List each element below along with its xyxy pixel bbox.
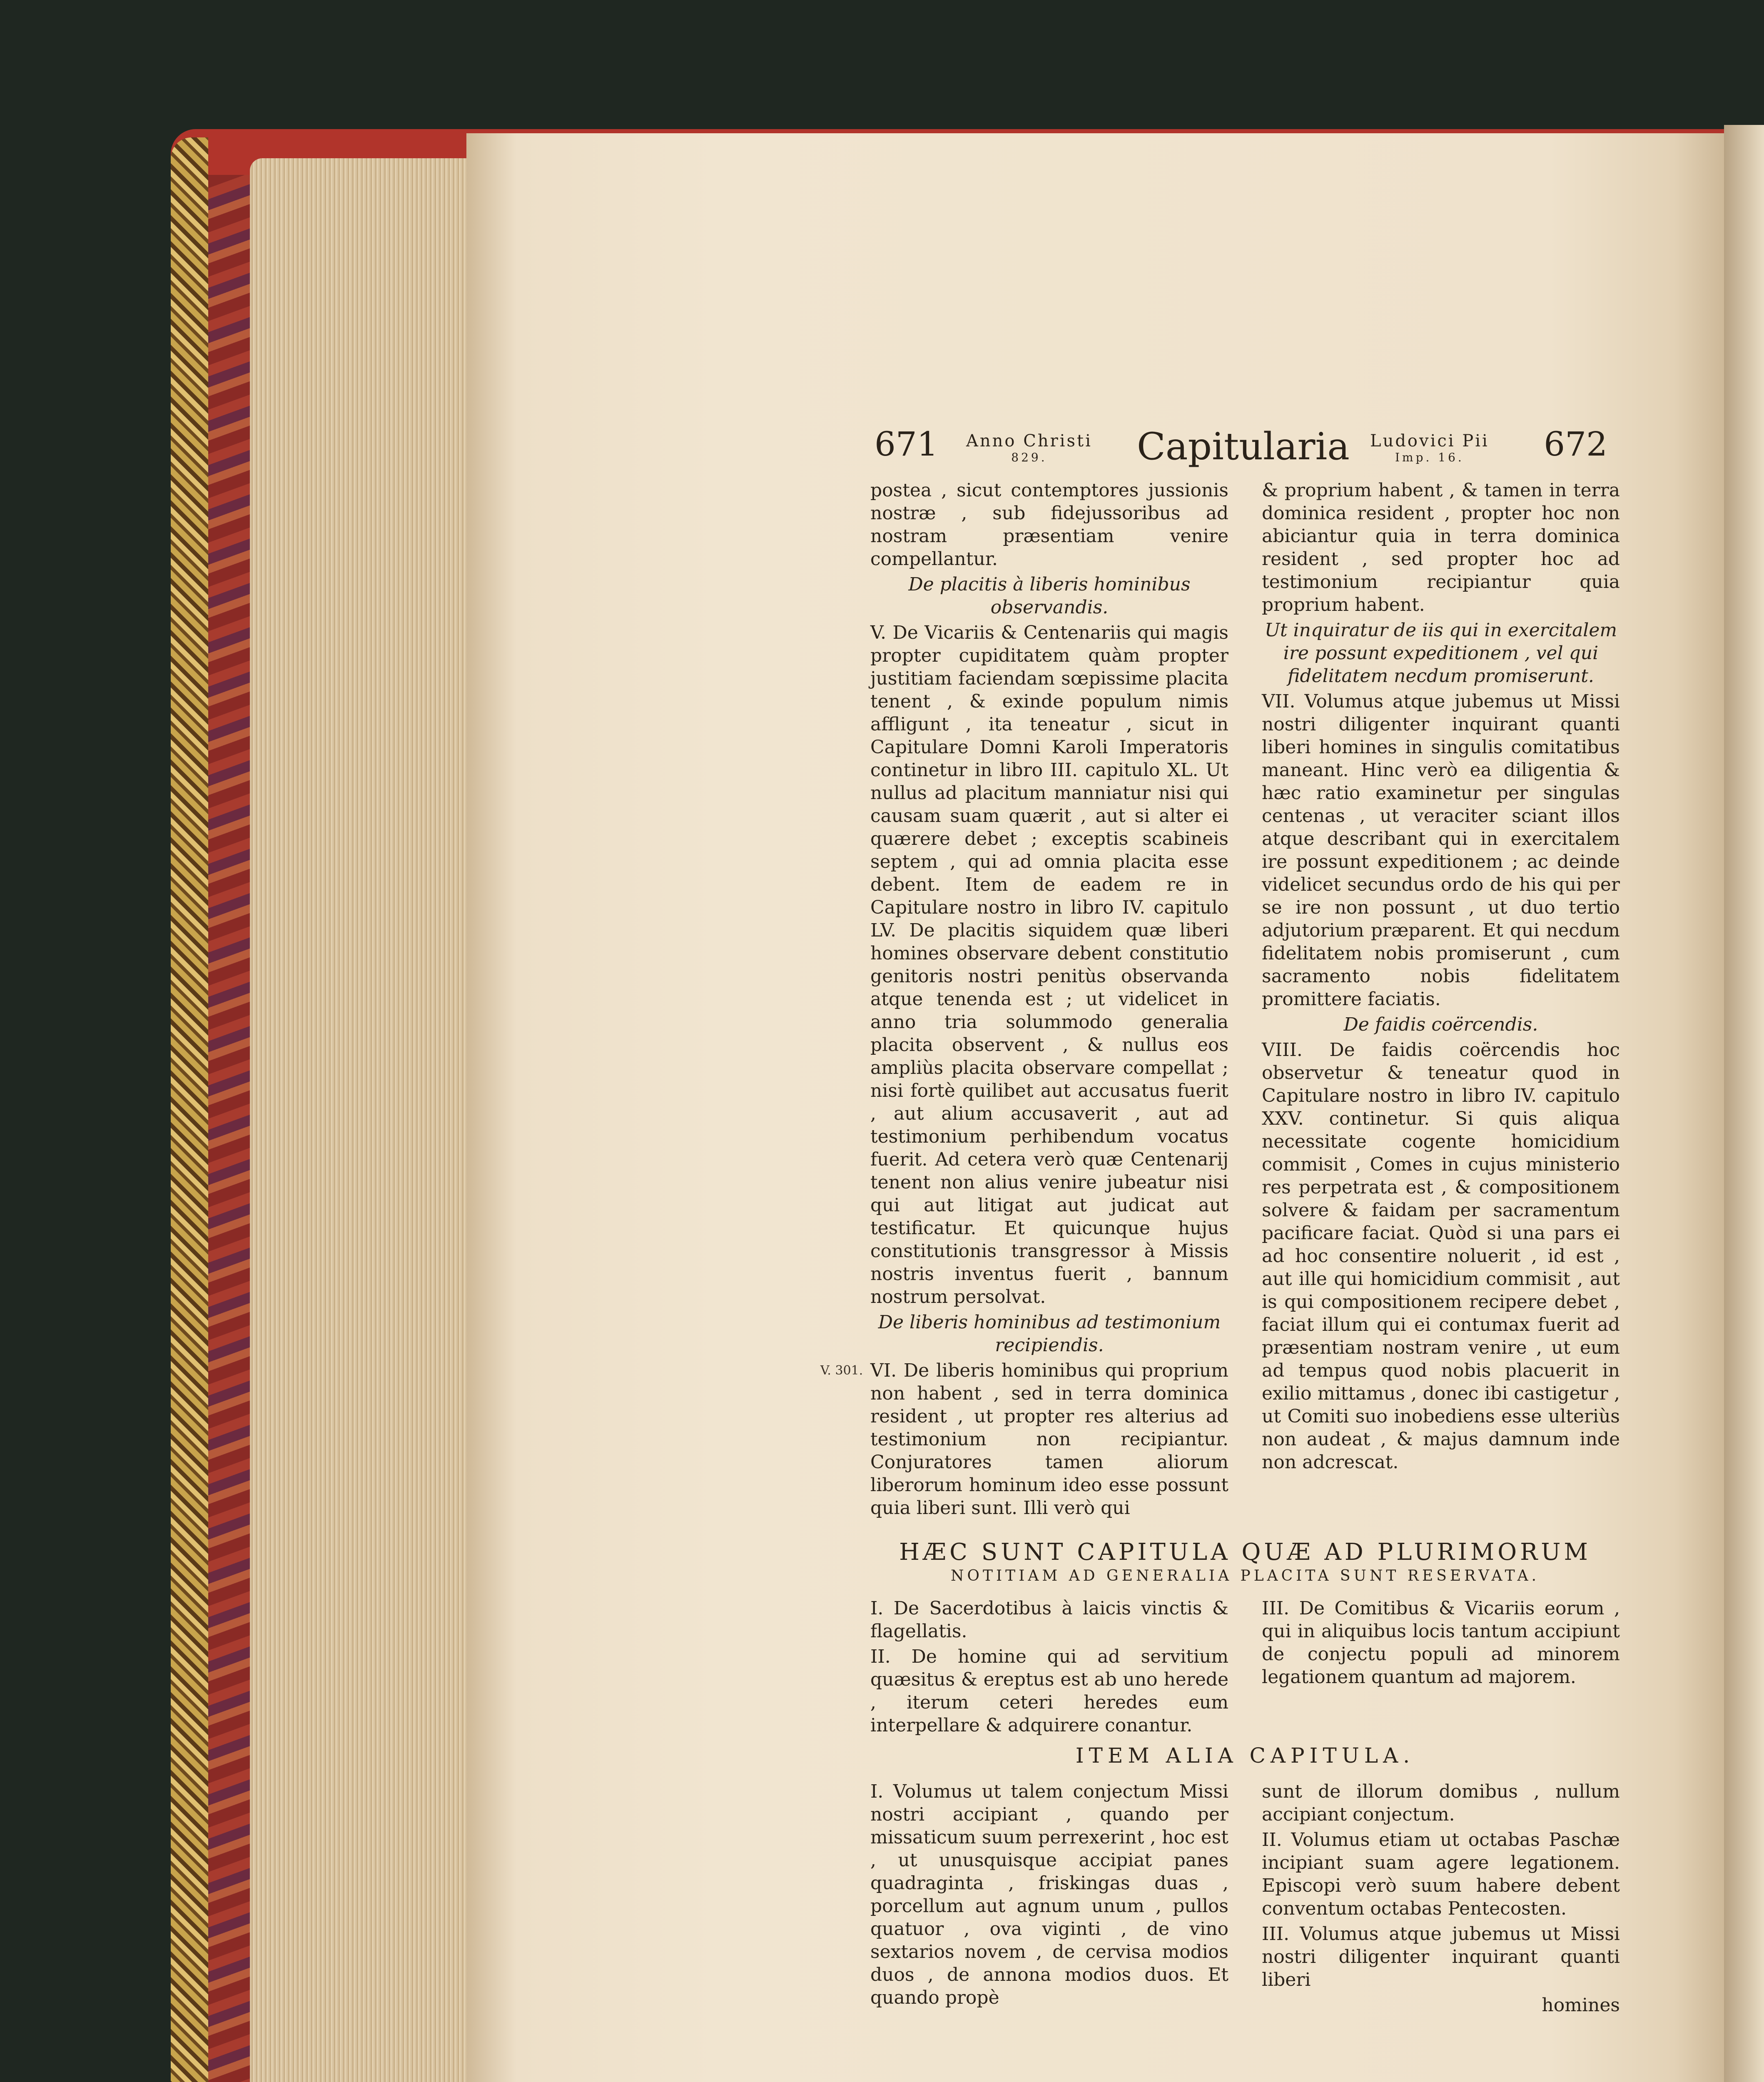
column-right [1262,479,1620,1522]
page-title: Capitularia [1137,425,1350,468]
section-heading: De liberis hominibus ad testimonium recipiendis. [878,1312,1221,1356]
paragraph: III. Volumus atque jubemus ut Missi nostri diligenter inquirant quanti liberi [1262,1923,1620,1990]
list-item: III. De Comitibus & Vicariis eorum , qui in aliquibus locis tantum accipiunt de conjectu populi ad minorem legationem quantum ad majorem. [1262,1598,1620,1688]
paragraph: VII. Volumus atque jubemus ut Missi nostri diligenter inquirant quanti liberi homines in singulis comitatibus maneant. Hinc verò ea diligentia & hæc ratio examinetur per singulas centenas , ut veraciter sciant illos atque describant qui in exercitalem ire possunt expeditionem ; ac deinde videlicet secundus ordo de his qui per se ire non possunt , ut duo tertio adjutorium præparent. Et qui necdum fidelitatem nobis promiserunt , cum sacramento nobis fidelitatem promittere faciatis. [1262,691,1620,1010]
list-columns [870,1597,1620,1739]
paragraph: I. Volumus ut talem conjectum Missi nostri accipiant , quando per missaticum suum perrexerint , hoc est , ut unusquisque accipiat panes quadraginta , friskingas duas , porcellum aut agnum unum , pullos quatuor , ova viginti , de vino sextarios novem , de cervisa modios duos , de annona modios duos. Et quando propè [870,1781,1228,2008]
gilt-spine-edge [171,137,208,2082]
section-heading: Ut inquiratur de iis qui in exercitalem ire possunt expeditionem , vel qui fidelitatem necdum promiserunt. [1264,620,1617,687]
margin-note: V. 301. [820,1363,863,1378]
paragraph: sunt de illorum domibus , nullum accipiant conjectum. [1262,1781,1620,1825]
paragraph: V. De Vicariis & Centenariis qui magis propter cupiditatem quàm propter justitiam faciendam sœpissime placita tenent , & exinde populum nimis affligunt , ita teneatur , sicut in Capitulare Domni Karoli Imperatoris continetur in libro III. capitulo XL. Ut nullus ad placitum manniatur nisi qui causam suam quærit , aut si alter ei quærere debet ; exceptis scabineis septem , qui ad omnia placita esse debent. Item de eadem re in Capitulare nostro in libro IV. capitulo LV. De placitis siquidem quæ liberi homines observare debent constitutio genitoris nostri penitùs observanda atque tenenda est ; ut videlicet in anno tria solummodo generalia placita observent , & nullus eos ampliùs placita observare compellat ; nisi fortè quilibet aut accusatus fuerit , aut alium accusaverit , aut ad testimonium perhibendum vocatus fuerit. Ad cetera verò quæ Centenarij tenent non alius venire jubeatur nisi qui aut litigat aut judicat aut testificatur. Et quicunque hujus constitutionis transgressor à Missis nostris inventus fuerit , bannum nostrum persolvat. [870,622,1228,1307]
list-right [1262,1597,1620,1739]
paragraph: VIII. De faidis coërcendis hoc observetur & teneatur quod in Capitulare nostro in libro IV. capitulo XXV. continetur. Si quis aliqua necessitate cogente homicidium commisit , Comes in cujus ministerio res perpetrata est , & compositionem solvere & faidam per sacramentum pacificare faciat. Quòd si una pars ei ad hoc consentire noluerit , id est , aut ille qui homicidium commisit , aut is qui compositionem recipere debet , faciat illum qui ei contumax fuerit ad præsentiam nostram venire , ut eum ad tempus quod nobis placuerit in exilio mittamus , donec ibi castigetur , ut Comiti suo inobediens esse ulteriùs non audeat , & majus damnum inde non adcrescat. [1262,1039,1620,1473]
section-heading: De placitis à liberis hominibus observandis. [908,574,1191,618]
page-number-right: 672 [1544,425,1607,463]
final-columns [870,1780,1620,2017]
imp-year: Imp. 16. [1395,451,1464,464]
final-right [1262,1780,1620,2017]
column-left [820,479,1228,1522]
item-alia-heading: ITEM ALIA CAPITULA. [1075,1743,1415,1768]
catchword: homines [1542,1995,1620,2016]
page-block-edge [250,158,466,2082]
section-heading: De faidis coërcendis. [1343,1014,1538,1035]
ludovici-pii: Ludovici Pii Imp. 16. [1370,431,1489,464]
anno-christi: Anno Christi 829. [966,431,1092,464]
list-left [870,1597,1228,1739]
facing-page-edge [1724,125,1764,2082]
paragraph: & proprium habent , & tamen in terra dominica resident , propter hoc non abiciantur quia in terra dominica resident , sed propter hoc ad testimonium recipiantur quia proprium habent. [1262,480,1620,615]
final-left [870,1780,1228,2017]
page-number-left: 671 [875,425,938,463]
paragraph: II. Volumus etiam ut octabas Paschæ incipiant suam agere legationem. Episcopi verò suum habere debent conventum octabas Pentecosten. [1262,1829,1620,1919]
anno-year: 829. [1011,451,1047,464]
text-columns [820,479,1620,1522]
list-item: I. De Sacerdotibus à laicis vinctis & flagellatis. [870,1598,1228,1642]
page-content [820,425,1620,2017]
chapter-heading: HÆC SUNT CAPITULA QUÆ AD PLURIMORUM [899,1539,1591,1566]
list-item: II. De homine qui ad servitium quæsitus & ereptus est ab uno herede , iterum ceteri heredes eum interpellare & adquirere conantur. [870,1646,1228,1736]
paragraph: VI. De liberis hominibus qui proprium non habent , sed in terra dominica resident , ut propter res alterius ad testimonium non recipiantur. Conjuratores tamen aliorum liberorum hominum ideo esse possunt quia liberi sunt. Illi verò qui [870,1360,1228,1519]
paragraph: postea , sicut contemptores jussionis nostræ , sub fidejussoribus ad nostram præsentiam venire compellantur. [870,480,1228,570]
chapter-subheading: NOTITIAM AD GENERALIA PLACITA SUNT RESERVATA. [950,1567,1540,1584]
running-header [870,425,1620,479]
